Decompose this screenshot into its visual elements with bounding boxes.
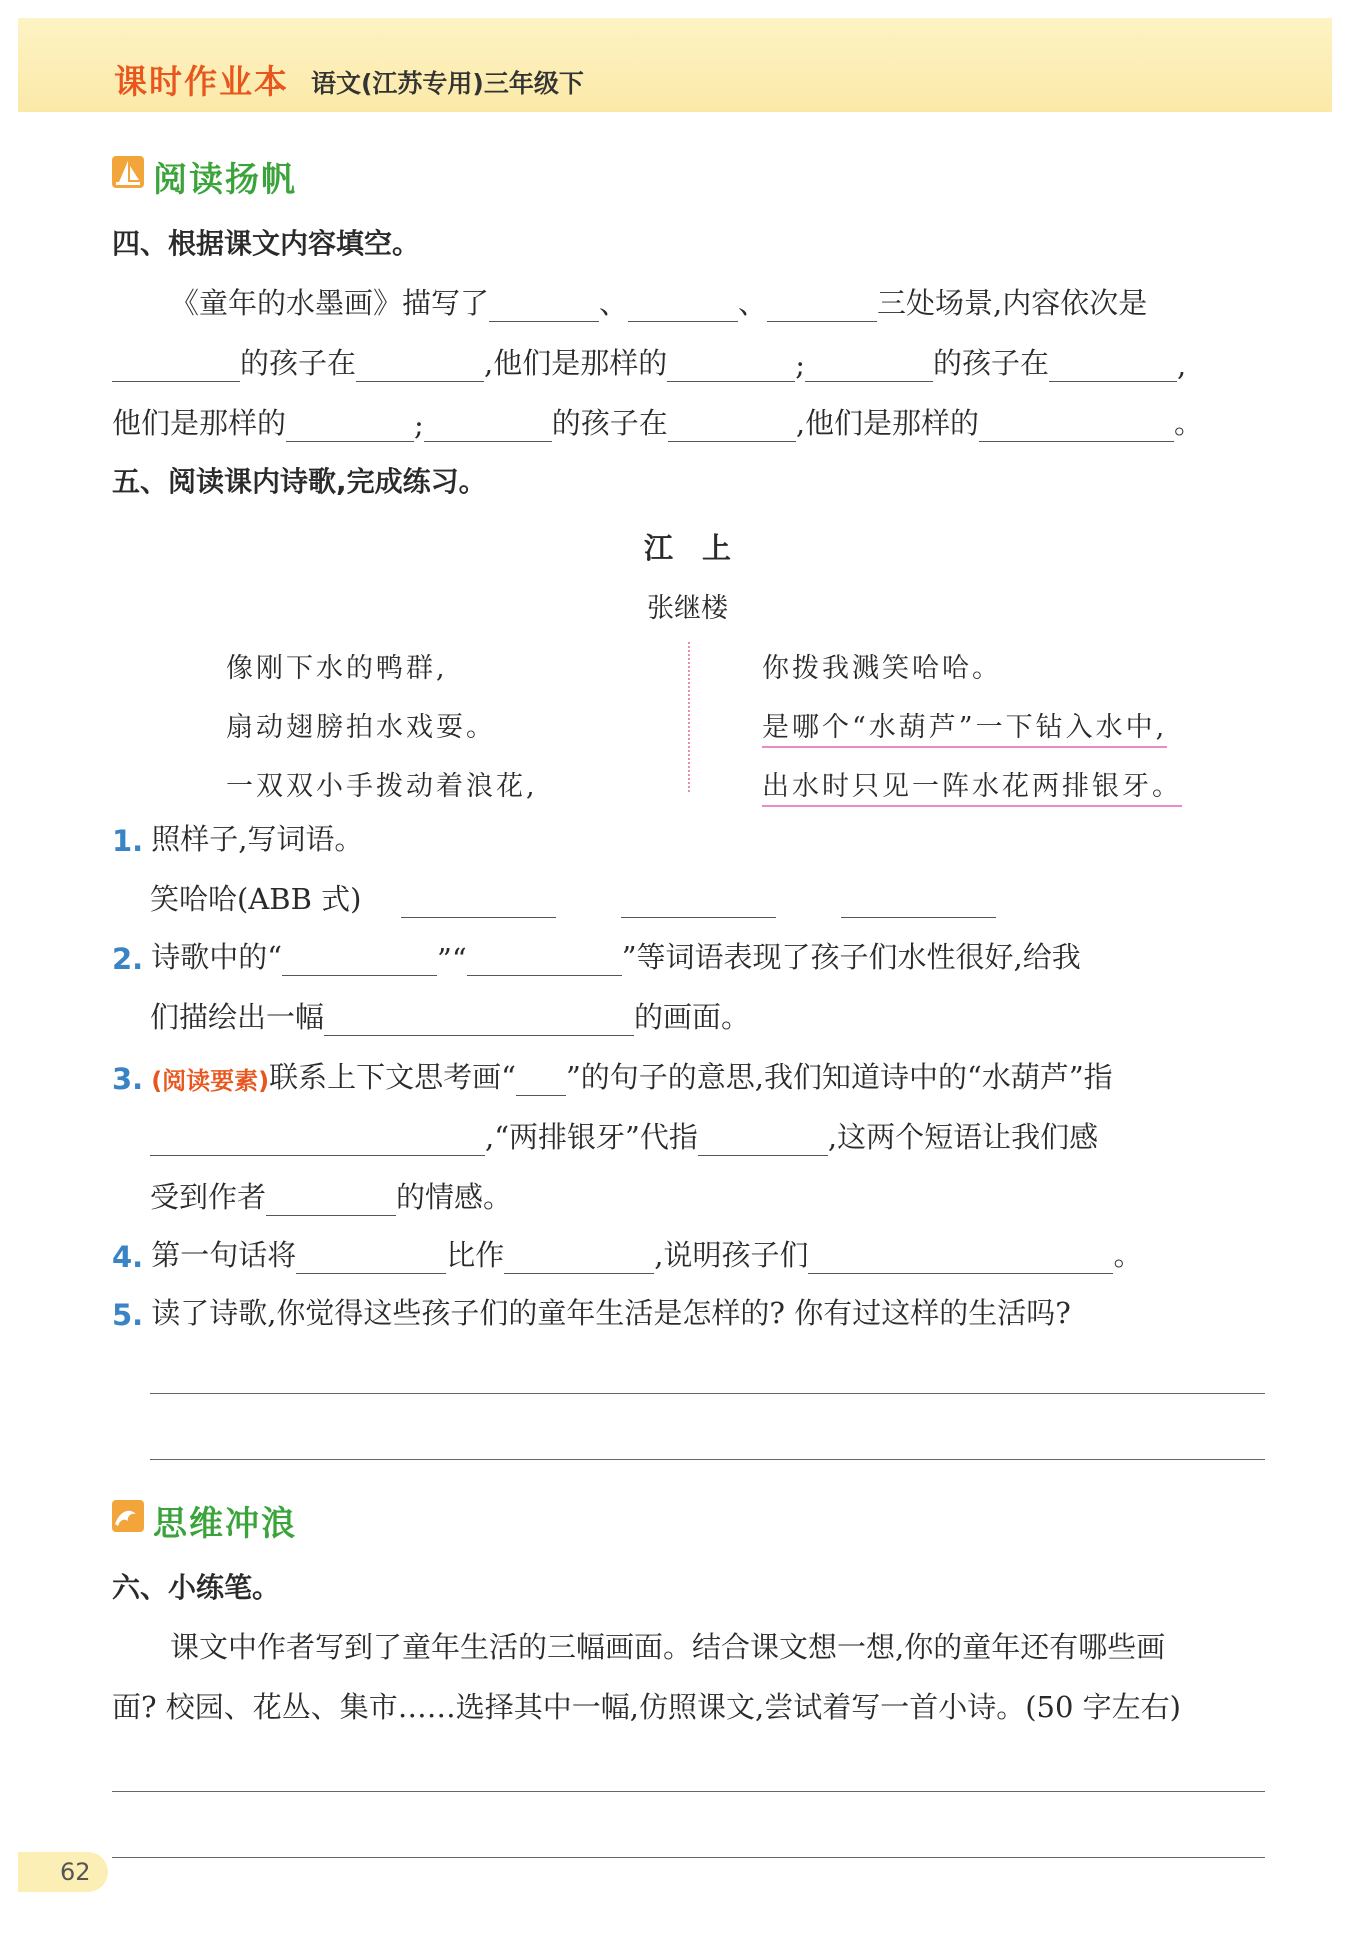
answer-blank[interactable] bbox=[979, 411, 1174, 442]
answer-blank[interactable] bbox=[767, 291, 877, 322]
q4-line1: 《童年的水墨画》描写了 、 、 三处场景,内容依次是 bbox=[170, 286, 1148, 320]
answer-blank[interactable] bbox=[150, 1125, 485, 1156]
sub2-line1: 2. 诗歌中的“ ”“ ”等词语表现了孩子们水性很好,给我 bbox=[112, 940, 1081, 976]
answer-blank[interactable] bbox=[1049, 351, 1177, 382]
answer-blank[interactable] bbox=[356, 351, 484, 382]
poem-divider bbox=[688, 642, 690, 792]
poem-line: 像刚下水的鸭群, bbox=[226, 653, 448, 684]
header-subtitle: 语文(江苏专用)三年级下 bbox=[311, 69, 584, 98]
answer-blank[interactable] bbox=[621, 887, 776, 918]
wave-icon bbox=[112, 1500, 144, 1532]
q4-line2: 的孩子在 ,他们是那样的 ; 的孩子在 , bbox=[112, 352, 1186, 382]
answer-blank[interactable] bbox=[628, 291, 738, 322]
answer-blank[interactable] bbox=[841, 887, 996, 918]
answer-blank[interactable] bbox=[282, 945, 437, 976]
sub3-line1: 3. (阅读要素) 联系上下文思考画“ ”的句子的意思,我们知道诗中的“水葫芦”指 bbox=[112, 1060, 1113, 1096]
sub4-line: 4. 第一句话将 比作 ,说明孩子们 。 bbox=[112, 1238, 1143, 1274]
q6-title: 六、小练笔。 bbox=[112, 1571, 281, 1604]
writing-line[interactable] bbox=[150, 1393, 1265, 1394]
q4-title: 四、根据课文内容填空。 bbox=[112, 227, 421, 260]
poem-line: 一双双小手拨动着浪花, bbox=[226, 771, 538, 802]
poem-line-underlined: 是哪个“水葫芦”一下钻入水中, bbox=[762, 705, 1167, 748]
q4-line3: 他们是那样的 ; 的孩子在 ,他们是那样的 。 bbox=[112, 406, 1204, 442]
sub1-line: 1. 照样子,写词语。 bbox=[112, 822, 364, 858]
sub5-line: 5. 读了诗歌,你觉得这些孩子们的童年生活是怎样的? 你有过这样的生活吗? bbox=[112, 1296, 1071, 1332]
answer-blank[interactable] bbox=[805, 351, 933, 382]
answer-blank[interactable] bbox=[424, 411, 552, 442]
poem-line: 你拨我溅笑哈哈。 bbox=[762, 653, 1002, 684]
poem-line-underlined: 出水时只见一阵水花两排银牙。 bbox=[762, 764, 1182, 807]
answer-blank[interactable] bbox=[516, 1065, 566, 1096]
answer-blank[interactable] bbox=[504, 1243, 654, 1274]
poem-title: 江 上 bbox=[643, 531, 731, 565]
answer-blank[interactable] bbox=[698, 1125, 828, 1156]
section-title-reading: 阅读扬帆 bbox=[153, 160, 297, 200]
answer-blank[interactable] bbox=[489, 291, 599, 322]
sub1-example: 笑哈哈(ABB 式) bbox=[150, 888, 996, 918]
section-title-thinking: 思维冲浪 bbox=[153, 1504, 297, 1544]
answer-blank[interactable] bbox=[286, 411, 414, 442]
writing-line[interactable] bbox=[150, 1459, 1265, 1460]
page-number: 62 bbox=[60, 1858, 91, 1886]
q5-title: 五、阅读课内诗歌,完成练习。 bbox=[112, 465, 487, 498]
writing-line[interactable] bbox=[112, 1791, 1265, 1792]
answer-blank[interactable] bbox=[296, 1243, 446, 1274]
answer-blank[interactable] bbox=[667, 351, 795, 382]
reading-element-tag: (阅读要素) bbox=[151, 1067, 270, 1095]
answer-blank[interactable] bbox=[467, 945, 622, 976]
q6-line1: 课文中作者写到了童年生活的三幅画面。结合课文想一想,你的童年还有哪些画 bbox=[170, 1630, 1166, 1664]
q6-line2: 面? 校园、花丛、集市……选择其中一幅,仿照课文,尝试着写一首小诗。(50 字左右) bbox=[112, 1690, 1181, 1724]
answer-blank[interactable] bbox=[668, 411, 796, 442]
writing-line[interactable] bbox=[112, 1857, 1265, 1858]
sub2-line2: 们描绘出一幅 的画面。 bbox=[150, 1000, 751, 1034]
poem-line: 扇动翅膀拍水戏耍。 bbox=[226, 712, 496, 743]
header-brand: 课时作业本 bbox=[114, 62, 289, 101]
sail-icon bbox=[112, 156, 144, 188]
answer-blank[interactable] bbox=[266, 1185, 396, 1216]
sub3-line2: ,“两排银牙”代指 ,这两个短语让我们感 bbox=[150, 1126, 1098, 1156]
answer-blank[interactable] bbox=[808, 1243, 1113, 1274]
answer-blank[interactable] bbox=[324, 1005, 634, 1036]
sub3-line3: 受到作者 的情感。 bbox=[150, 1180, 513, 1214]
answer-blank[interactable] bbox=[401, 887, 556, 918]
answer-blank[interactable] bbox=[112, 351, 240, 382]
poem-author: 张继楼 bbox=[647, 593, 728, 624]
